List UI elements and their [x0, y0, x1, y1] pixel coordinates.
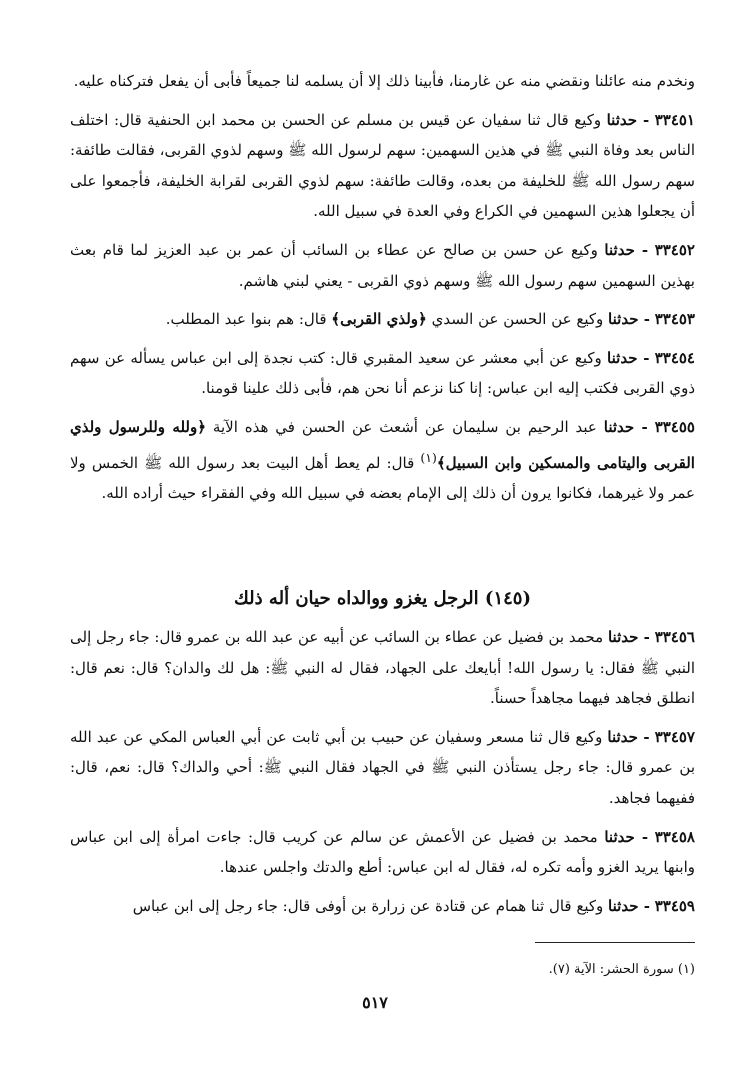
quran-quote: ﴿ولله وللرسول ولذي القربى واليتامى والمسكين وابن السبيل﴾ — [70, 417, 695, 472]
top-paragraph: ونخدم منه عائلنا ونقضي منه عن غارمنا، فأبينا ذلك إلا أن يسلمه لنا جميعاً فأبى أن يفعل فتركناه عليه. — [73, 72, 695, 90]
hadith-33456 — [70, 622, 695, 714]
hadith-number: ٣٣٤٥٦ — [654, 628, 695, 646]
footnote-ref[interactable]: (١) — [420, 449, 437, 465]
hadith-33459 — [70, 891, 695, 922]
hadith-lead: - حدثنا — [607, 727, 650, 746]
hadith-lead: - حدثنا — [607, 628, 650, 646]
hadith-text: وكيع عن أبي معشر عن سعيد المقبري قال: كتب نجدة إلى ابن عباس يسأله عن سهم ذوي القربى فكتب إليه ابن عباس: إنا كنا نزعم أنا نحن هم، فأبى ذلك علينا قومنا. — [70, 348, 695, 398]
hadith-lead: - حدثنا — [606, 110, 650, 129]
hadith-text: وكيع عن حسن بن صالح عن عطاء بن السائب أن عمر بن عبد العزيز لما قام بعث بهذين السهمين سهم رسول الله ﷺ وسهم ذوي القربى - يعني لبني هاشم. — [70, 240, 695, 290]
hadith-text: وكيع قال ثنا سفيان عن قيس بن مسلم عن الحسن بن محمد ابن الحنفية قال: اختلف الناس بعد وفاة النبي ﷺ في هذين السهمين: سهم لرسول الله ﷺ وسهم لذوي القربى، فقالت طائفة: سهم رسول الله ﷺ للخليفة من بعده، وقالت طائفة: سهم لذوي القربى لقرابة الخليفة، فأجمعوا على أن يجعلوا هذين السهمين في الكراع وفي العدة في سبيل الله. — [70, 110, 695, 221]
hadith-number: ٣٣٤٥٥ — [654, 417, 695, 436]
hadith-text: محمد بن فضيل عن عطاء بن السائب عن أبيه عن عبد الله بن عمرو قال: جاء رجل إلى النبي ﷺ فقال: يا رسول الله! أبايعك على الجهاد، فقال له النبي ﷺ: هل لك والدان؟ قال: نعم قال: انطلق فجاهد فيهما مجاهداً حسناً. — [70, 628, 695, 708]
hadith-lead: - حدثنا — [607, 348, 650, 367]
hadith-33452 — [70, 235, 695, 296]
hadith-number: ٣٣٤٥٨ — [654, 827, 695, 846]
page-number: ٥١٧ — [362, 993, 388, 1012]
hadith-text: وكيع قال ثنا مسعر وسفيان عن حبيب بن أبي ثابت عن أبي العباس المكي عن عبد الله بن عمرو قال: جاء رجل يستأذن النبي ﷺ في الجهاد فقال النبي ﷺ: أحي والداك؟ قال: نعم، قال: ففيهما فجاهد. — [70, 727, 695, 807]
hadith-lead: - حدثنا — [608, 896, 650, 915]
hadith-33458 — [70, 822, 695, 883]
hadith-number: ٣٣٤٥٢ — [654, 240, 695, 259]
hadith-number: ٣٣٤٥٩ — [654, 896, 695, 915]
hadith-text: محمد بن فضيل عن الأعمش عن سالم عن كريب قال: جاءت امرأة إلى ابن عباس وابنها يريد الغزو وأمه تكره له، فقال له ابن عباس: أطع والدتك واجلس عندها. — [70, 827, 695, 877]
section-heading: (١٤٥) الرجل يغزو ووالداه حيان أله ذلك — [234, 588, 531, 609]
hadith-text: عبد الرحيم بن سليمان عن أشعث عن الحسن في هذه الآية — [212, 417, 597, 436]
hadith-number: ٣٣٤٥٣ — [654, 310, 695, 329]
text-block-upper — [70, 66, 695, 509]
hadith-33457 — [70, 722, 695, 814]
hadith-33451 — [70, 105, 695, 227]
hadith-33454 — [70, 343, 695, 404]
hadith-lead: - حدثنا — [604, 240, 649, 259]
hadith-33453 — [70, 304, 695, 335]
footnote-divider — [535, 942, 695, 943]
hadith-number: ٣٣٤٥٤ — [654, 348, 695, 367]
hadith-text: وكيع عن الحسن عن السدي — [431, 310, 604, 329]
hadith-text: وكيع قال ثنا همام عن قتادة عن زرارة بن أوفى قال: جاء رجل إلى ابن عباس — [132, 896, 604, 915]
hadith-33455 — [70, 412, 695, 509]
hadith-lead: - حدثنا — [604, 827, 649, 846]
footnote: (١) سورة الحشر: الآية (٧). — [548, 962, 695, 977]
hadith-lead: - حدثنا — [608, 310, 650, 329]
text-block-lower — [70, 622, 695, 921]
hadith-number: ٣٣٤٥١ — [654, 110, 695, 129]
hadith-number: ٣٣٤٥٧ — [654, 727, 695, 746]
hadith-lead: - حدثنا — [603, 417, 648, 436]
quran-quote: ﴿ولذي القربى﴾ — [331, 310, 427, 329]
hadith-text-end: قال: لم يعط أهل البيت بعد رسول الله ﷺ الخمس ولا عمر ولا غيرهما، فكانوا يرون أن ذلك إلى الإمام بعضه في سبيل الله وفي الفقراء حيث أراده الله. — [70, 453, 695, 503]
hadith-text-end: قال: هم بنوا عبد المطلب. — [165, 310, 327, 329]
